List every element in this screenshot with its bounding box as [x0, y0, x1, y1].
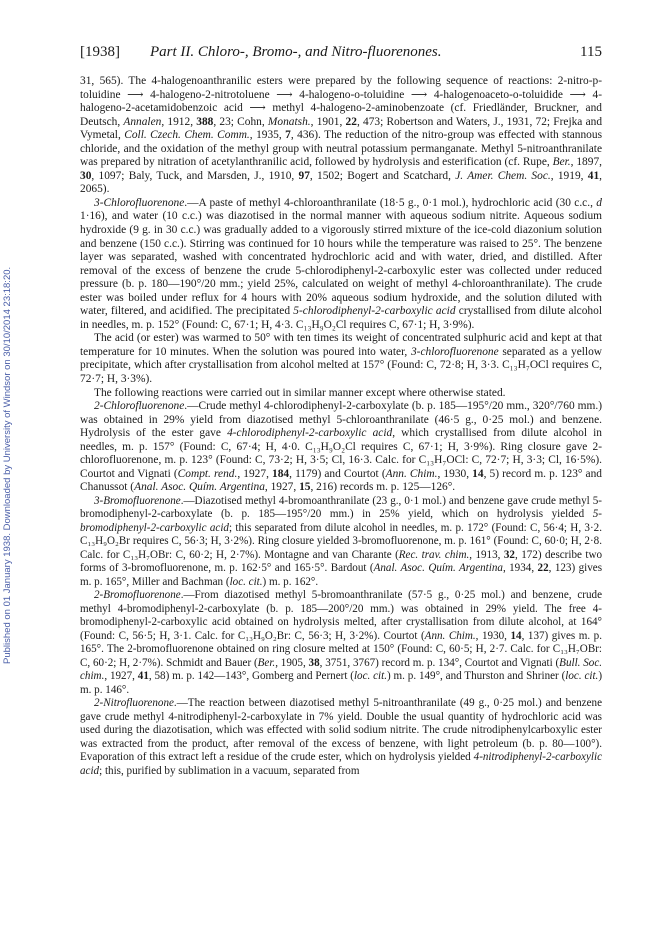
paragraph-text: , 1179) and Courtot ( [289, 467, 386, 480]
italic-text: 5-chlorodiphenyl-2-carboxylic acid [293, 305, 456, 318]
body-paragraph [80, 697, 602, 778]
paragraph-text: ; this, purified by sublimation in a vacuum, separated from [99, 764, 360, 777]
italic-text: 3-chlorofluorenone [410, 345, 499, 358]
italic-text: Ber. [257, 656, 276, 669]
paragraph-text: , 1927, [104, 670, 138, 683]
paragraph-text: The following reactions were carried out in similar manner except where otherwise stated. [94, 386, 506, 399]
paragraph-text: , 58) m. p. 142—143°, Gomberg and Pernert ( [148, 670, 354, 683]
paragraph-text: separated as a yellow precipitate, which after crystallisation from alcohol melted at 157° (Found: C, 72·8; H, 3·3. C₁₃H₇OCl requires C, 72·7; H, 3·3%). [80, 345, 602, 386]
paragraph-text: , 473; Robertson and Waters, J., 1931, 72; Frejka and Vymetal, [80, 115, 603, 142]
italic-text: Ann. Chim. [385, 467, 438, 480]
italic-text: J. Amer. Chem. Soc. [455, 169, 551, 182]
paragraph-text: , 1097; Baly, Tuck, and Marsden, J., 1910, [91, 169, 299, 182]
italic-text: loc. cit. [565, 670, 599, 683]
paragraph-text: , which crystallised from dilute alcohol in needles, m. p. 157° (Found: C, 67·4; H, 4·0. C₁₃H₉O₂Cl requires C, 67·1; H, 3·9%). Ring closure gave 2-chlorofluorenone, m. p. 123° (Found: C, 73·2; H, 3·5; Cl, 16·3. Calc. for C₁₃H₇OCl: C, 72·7; H, 3·3; Cl, 16·5%). Courtot and Vignati ( [80, 427, 602, 480]
paragraph-text: , 2065). [80, 169, 602, 196]
bold-text: 22 [345, 115, 357, 128]
paragraph-text: .—From diazotised methyl 5-bromoanthranilate (57·5 g., 0·25 mol.) and benzene, crude methyl 4-bromodiphenyl-2-carboxylate (b. p. 185—200°/20 mm.) was obtained in 29% yield. The free 4-bromodiphenyl-2-carboxylic acid obtained on hydrolysis melted, after crystallisation from dilute alcohol, at 164° (Found: C, 56·5; H, 3·1. Calc. for C₁₃H₉O₂Br: C, 56·3; H, 3·2%). Courtot ( [80, 589, 602, 642]
paragraph-text: , 1901, [310, 115, 346, 128]
header-page-number: 115 [580, 44, 602, 60]
body-paragraph [80, 332, 602, 386]
paragraph-text: , 23; Cohn, [213, 115, 268, 128]
italic-text: Bull. Soc. chim. [80, 656, 603, 683]
italic-text: loc. cit. [229, 575, 263, 588]
italic-text: Anal. Asoc. Quím. Argentina [373, 562, 503, 575]
italic-text: loc. cit. [353, 670, 387, 683]
italic-text: Annalen [123, 115, 162, 128]
paragraph-text: , 1930, [475, 629, 511, 642]
italic-text: 3-Chlorofluorenone [94, 196, 185, 209]
italic-text: Monatsh. [267, 115, 311, 128]
article-body [80, 75, 602, 778]
bold-text: 15 [299, 481, 311, 494]
paragraph-text: , 1912, [161, 115, 197, 128]
body-paragraph [80, 75, 602, 197]
body-paragraph [80, 400, 602, 495]
paragraph-text: , 1919, [550, 169, 588, 182]
italic-text: 5-bromodiphenyl-2-carboxylic acid [80, 508, 602, 534]
paragraph-text: .—Crude methyl 4-chlorodiphenyl-2-carboxylate (b. p. 185—195°/20 mm., 320°/760 mm.) was obtained in 29% yield from diazotised methyl 5-chloroanthranilate (46·5 g., 0·25 mol.) and benzene. Hydrolysis of the ester gave [80, 400, 602, 440]
header-year: [1938] [80, 44, 120, 60]
body-paragraph [80, 495, 602, 590]
bold-text: 30 [80, 169, 92, 182]
paragraph-text: , 5) record m. p. 123° and Chanussot ( [80, 467, 602, 494]
paragraph-text: , 123) gives m. p. 165°, Miller and Bachman ( [80, 562, 603, 588]
paragraph-text: .—Diazotised methyl 4-bromoanthranilate (23 g., 0·1 mol.) and benzene gave crude methyl 5-bromodiphenyl-2-carboxylate (b. p. 185—195°/20 mm.) in 25% yield, which on hydrolysis yielded [80, 494, 602, 521]
bold-text: 14 [510, 629, 522, 642]
paragraph-text: ) m. p. 162°. [262, 575, 319, 588]
paragraph-text: 31, 565). The 4-halogenoanthranilic esters were prepared by the following sequence of reactions: 2-nitro-p-toluidine ⟶ 4-halogeno-2-nitrotoluene ⟶ 4-halogeno-o-toluidine ⟶ 4-halogenoaceto-o-toluidide ⟶ 4-halogeno-2-acetamidobenzoic acid ⟶ methyl 4-halogeno-2-aminobenzoate (cf. Friedländer, Bruckner, and Deutsch, [80, 75, 602, 128]
paragraph-text: , 216) records m. p. 125—126°. [310, 481, 456, 494]
italic-text: 4-chlorodiphenyl-2-carboxylic acid [227, 427, 393, 440]
paragraph-text: , 1897, [570, 156, 602, 169]
bold-text: 38 [308, 656, 320, 669]
bold-text: 97 [298, 169, 310, 182]
paragraph-text: , 3751, 3767) record m. p. 134°, Courtot and Vignati ( [319, 656, 560, 669]
paragraph-text: ; this separated from dilute alcohol in needles, m. p. 172° (Found: C, 56·4; H, 3·2. C₁₃H₉O₂Br requires C, 56·3; H, 3·2%). Ring closure yielded 3-bromofluorenone, m. p. 161° (Found: C, 60·0; H, 2·8. Calc. for C₁₃H₇OBr: C, 60·2; H, 2·7%). Montagne and van Charante ( [80, 521, 602, 561]
paragraph-text: , 1502; Bogert and Scatchard, [309, 169, 456, 182]
paragraph-text: ) m. p. 146°. [80, 670, 603, 696]
paragraph-text: ) m. p. 149°, and Thurston and Shriner ( [387, 670, 566, 683]
paragraph-text: , 1935, [249, 129, 286, 142]
body-paragraph [80, 387, 602, 401]
italic-text: 4-nitrodiphenyl-2-carboxylic acid [80, 751, 602, 777]
bold-text: 41 [587, 169, 600, 182]
body-paragraph [80, 589, 602, 697]
bold-text: 388 [196, 115, 214, 128]
running-header [80, 44, 602, 66]
paragraph-text: , 1930, [437, 467, 473, 480]
bold-text: 14 [472, 467, 484, 480]
italic-text: 2-Bromofluorenone [94, 589, 181, 602]
italic-text: Rec. trav. chim. [398, 548, 470, 561]
paragraph-text: crystallised from dilute alcohol in needles, m. p. 152° (Found: C, 67·1; H, 4·3. C₁₃H₉O₂Cl requires C, 67·1; H, 3·9%). [80, 305, 602, 331]
bold-text: 32 [503, 548, 515, 561]
paragraph-text: , 1934, [502, 562, 538, 575]
italic-text: Ann. Chim. [424, 629, 476, 642]
paragraph-text: , 1927, [264, 481, 300, 494]
paragraph-text: .—The reaction between diazotised methyl 5-nitroanthranilate (49 g., 0·25 mol.) and benzene gave crude methyl 4-nitrodiphenyl-2-carboxylate in 7% yield. Double the usual quantity of hydrochloric acid was used during the diazotisation, which was effected with solid sodium nitrite. The crude nitrodiphenylcarboxylic ester was extracted from the product, after removal of the excess of benzene, with light petroleum (b. p. 80—100°). Evaporation of this extract left a residue of the crude ester, which on hydrolysis yielded [80, 697, 602, 764]
italic-text: Anal. Asoc. Quím. Argentina [134, 481, 265, 494]
italic-text: 3-Bromofluorenone [94, 494, 181, 507]
paragraph-text: 1·16), and water (10 c.c.) was diazotised in the normal manner with aqueous sodium nitrite. Aqueous sodium hydroxide (9 g. in 30 c.c.) was gradually added to a vigorously stirred mixture of the ice-cold diazonium solution and benzene (150 c.c.). Stirring was continued for 10 hours while the temperature was raised to 25°. The benzene layer was separated, washed with concentrated hydrochloric acid and with water, dried, and distilled. After removal of the excess of benzene the crude 5-chlorodiphenyl-2-carboxylic ester was collected under reduced pressure (b. p. 180—190°/20 mm.; yield 25%, calculated on weight of methyl 4-chloroanthranilate). The crude ester was boiled under reflux for 4 hours with 20% aqueous sodium hydroxide, and the solution diluted with water, filtered, and acidified. The precipitated [80, 210, 602, 318]
paragraph-text: The acid (or ester) was warmed to 50° with ten times its weight of concentrated sulphuric acid and kept at that temperature for 10 minutes. When the solution was poured into water, [80, 332, 602, 358]
italic-text: Compt. rend. [177, 467, 238, 480]
bold-text: 41 [137, 670, 149, 683]
paragraph-text: , 436). The reduction of the nitro-group was effected with stannous chloride, and the oxidation of the methyl group with neutral potassium permanganate. Methyl 5-nitroanthranilate was prepared by nitration of acetylanthranilic acid, followed by hydrolysis and esterification (cf. Rupe, [80, 129, 603, 169]
provenance-link[interactable]: Published on 01 January 1938. Downloaded by University of Windsor on 30/10/2014 23:18:20. [2, 266, 13, 664]
italic-text: Coll. Czech. Chem. Comm. [124, 129, 250, 142]
paragraph-text: , 172) describe two forms of 3-bromofluorenone, m. p. 162·5° and 165·5°. Bardout ( [80, 548, 603, 575]
paragraph-text: , 1905, [275, 656, 309, 669]
bold-text: 7 [285, 129, 291, 142]
italic-text: 2-Chlorofluorenone [94, 400, 185, 413]
bold-text: 184 [272, 467, 290, 480]
paragraph-text: .—A paste of methyl 4-chloroanthranilate (18·5 g., 0·1 mol.), hydrochloric acid (30 c.c., [184, 196, 597, 209]
italic-text: d [596, 196, 602, 209]
paragraph-text: , 137) gives m. p. 165°. The 2-bromofluorenone obtained on ring closure melted at 150° (Found: C, 60·5; H, 2·7. Calc. for C₁₃H₇OBr: C, 60·2; H, 2·7%). Schmidt and Bauer ( [80, 629, 603, 669]
bold-text: 22 [537, 562, 549, 575]
header-title: Part II. Chloro-, Bromo-, and Nitro-fluorenones. [150, 44, 442, 60]
italic-text: 2-Nitrofluorenone [94, 697, 174, 710]
paragraph-text: , 1927, [237, 467, 273, 480]
italic-text: Ber. [552, 156, 571, 169]
paragraph-text: , 1913, [469, 548, 504, 561]
body-paragraph [80, 197, 602, 332]
